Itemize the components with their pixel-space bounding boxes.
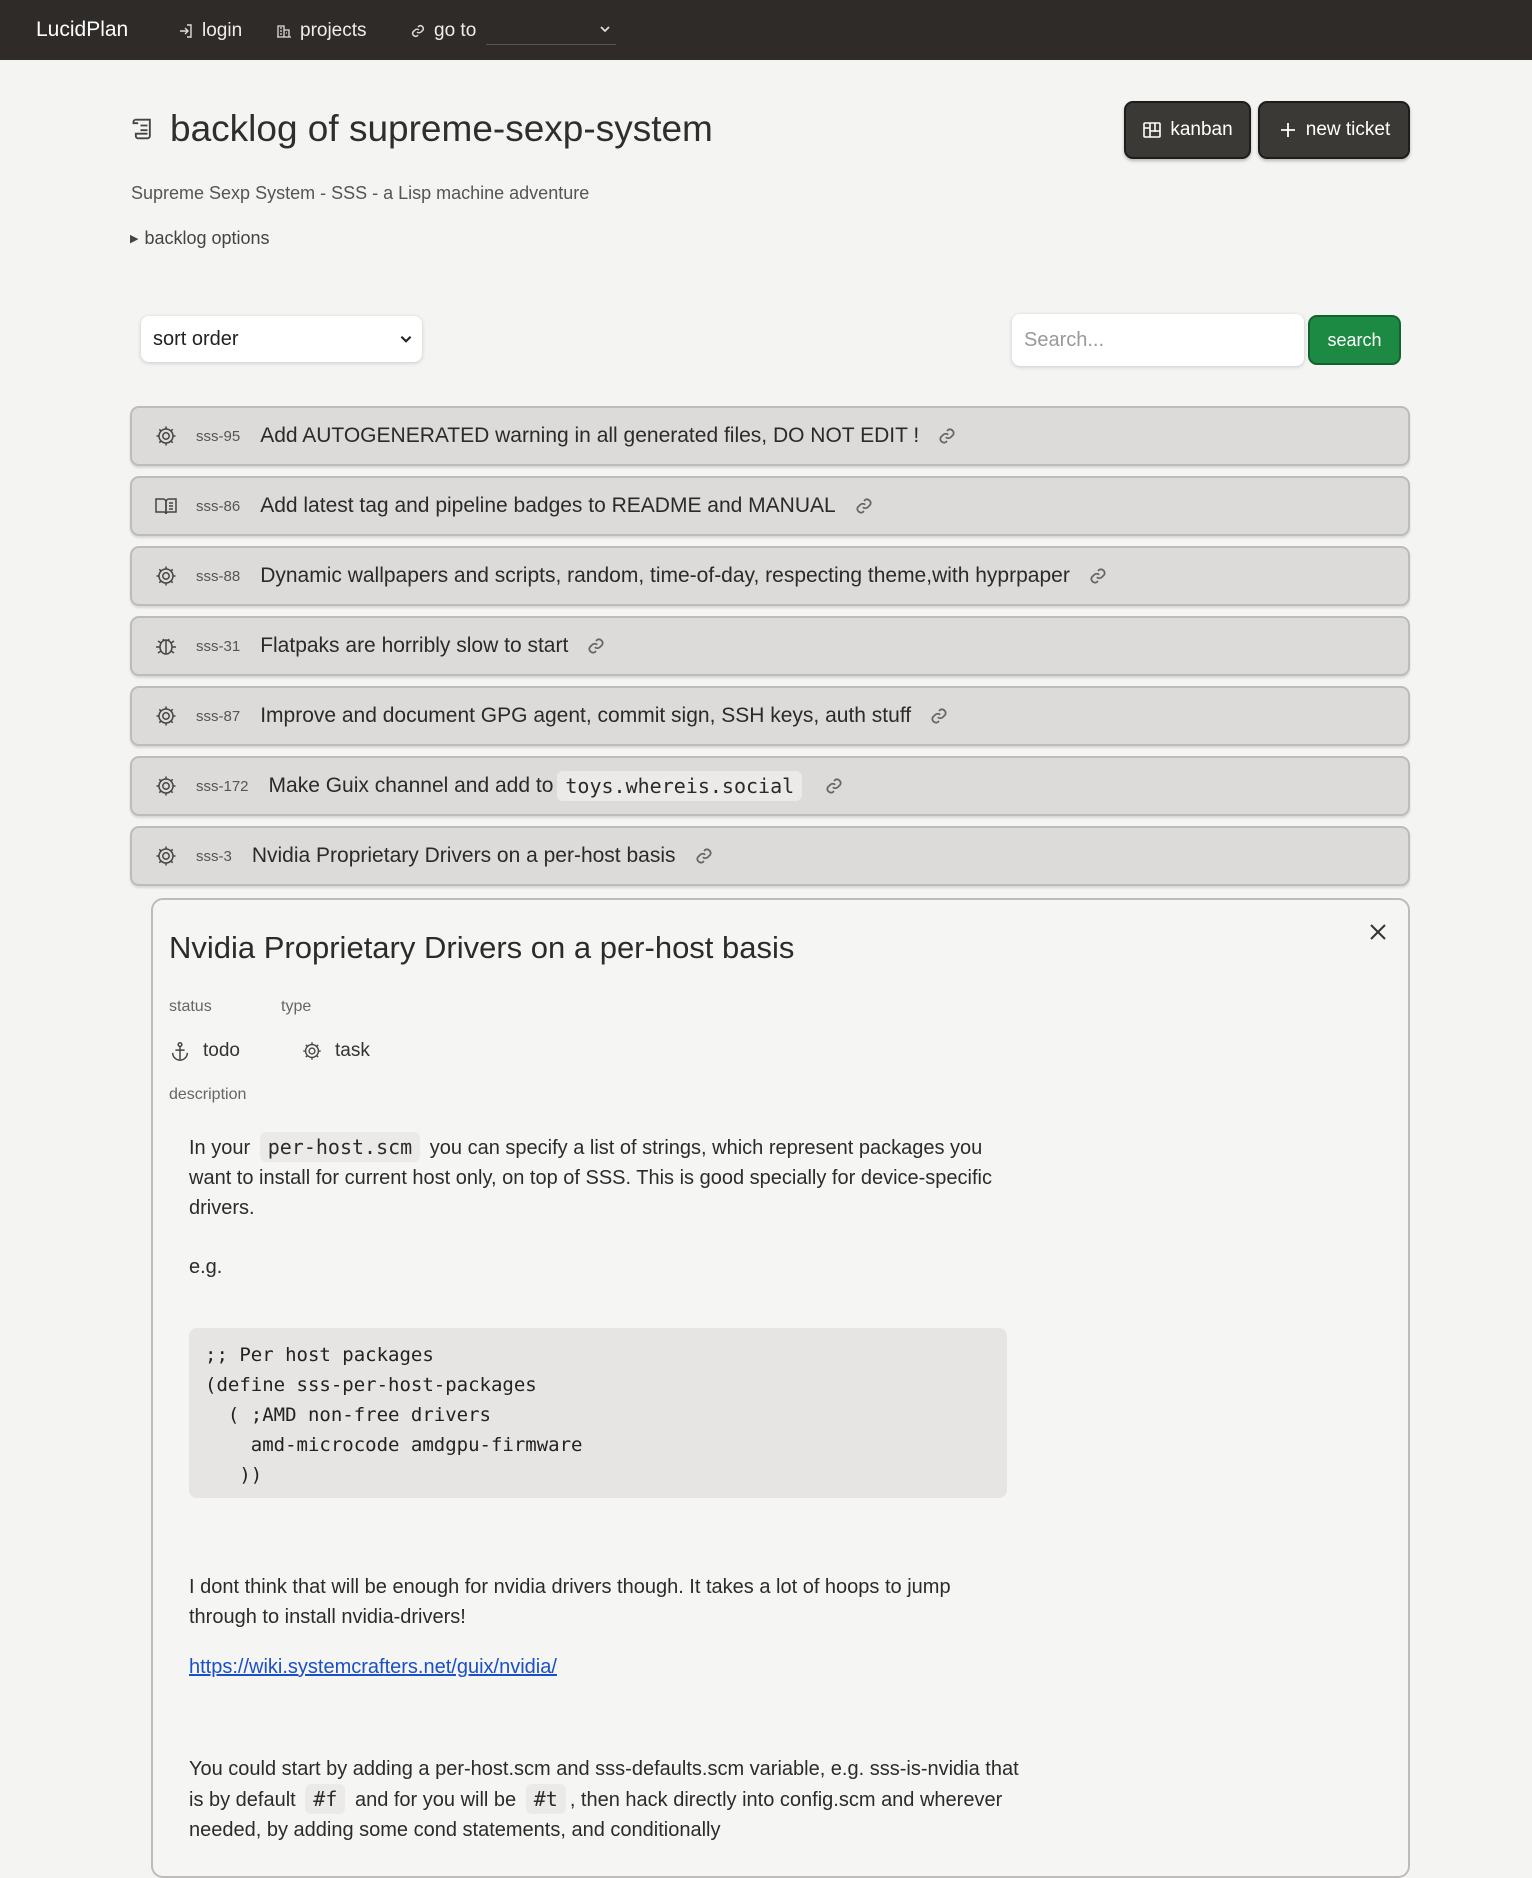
ticket-key: sss-95 xyxy=(196,427,241,445)
scroll-icon xyxy=(130,115,158,143)
description-paragraph: I dont think that will be enough for nvidia drivers though. It takes a lot of hoops to jump through to install nvidia-drivers! xyxy=(189,1576,951,1628)
ticket-title[interactable]: Add AUTOGENERATED warning in all generated files, DO NOT EDIT ! xyxy=(260,424,920,447)
link-icon[interactable] xyxy=(854,496,874,516)
status-text: todo xyxy=(203,1040,240,1061)
ticket-title[interactable]: Flatpaks are horribly slow to start xyxy=(260,634,569,657)
ticket-row[interactable] xyxy=(130,546,1410,606)
ticket-key: sss-31 xyxy=(196,637,241,655)
inline-code: per-host.scm xyxy=(260,1132,421,1162)
ticket-row[interactable] xyxy=(130,616,1410,676)
sort-order-select[interactable] xyxy=(141,316,422,362)
new-ticket-button[interactable] xyxy=(1258,101,1410,159)
kanban-label: kanban xyxy=(1170,119,1233,140)
description-paragraph xyxy=(189,1652,1019,1682)
inline-code: #f xyxy=(305,1784,345,1814)
status-label: status xyxy=(169,998,212,1015)
type-text: task xyxy=(335,1040,370,1061)
ticket-title[interactable]: Nvidia Proprietary Drivers on a per-host basis xyxy=(251,844,676,867)
gear-icon xyxy=(154,704,178,728)
buildings-icon xyxy=(276,23,292,39)
plus-icon xyxy=(1278,120,1298,140)
nav-login[interactable] xyxy=(178,20,242,42)
chevron-down-icon xyxy=(598,22,612,36)
kanban-icon xyxy=(1142,120,1162,140)
inline-code: #t xyxy=(526,1784,566,1814)
gear-icon xyxy=(154,424,178,448)
ticket-key: sss-87 xyxy=(196,707,241,725)
nav-projects[interactable] xyxy=(276,20,367,42)
ticket-title[interactable]: Make Guix channel and add to xyxy=(268,774,554,797)
goto-select[interactable] xyxy=(486,16,616,45)
ticket-row[interactable] xyxy=(130,476,1410,536)
ticket-key: sss-86 xyxy=(196,497,241,515)
top-navbar xyxy=(0,0,1532,60)
brand-logo[interactable]: LucidPlan xyxy=(36,18,129,41)
kanban-button[interactable] xyxy=(1124,101,1251,159)
ticket-title-code: toys.whereis.social xyxy=(557,771,802,801)
anchor-icon xyxy=(169,1040,191,1062)
page-title xyxy=(130,108,713,150)
backlog-options-label: backlog options xyxy=(144,228,270,248)
description-label: description xyxy=(169,1086,247,1103)
ticket-row[interactable] xyxy=(130,406,1410,466)
search-input[interactable] xyxy=(1012,314,1304,366)
project-subtitle: Supreme Sexp System - SSS - a Lisp machine adventure xyxy=(131,183,590,203)
backlog-options-toggle[interactable] xyxy=(130,228,270,249)
desc-text: and for you will be xyxy=(354,1789,517,1811)
ticket-key: sss-172 xyxy=(196,777,249,795)
status-value[interactable] xyxy=(169,1040,240,1062)
book-icon xyxy=(154,494,178,518)
ticket-key: sss-3 xyxy=(196,847,232,865)
caret-right-icon: ▶ xyxy=(130,233,139,245)
ticket-title[interactable]: Dynamic wallpapers and scripts, random, time-of-day, respecting theme,with hyprpaper xyxy=(260,564,1070,587)
link-icon[interactable] xyxy=(824,776,844,796)
detail-title: Nvidia Proprietary Drivers on a per-host basis xyxy=(169,930,795,965)
ticket-detail-panel xyxy=(151,898,1410,1878)
desc-text: , then hack directly into config.scm and wherever needed, by adding some cond statements, and conditionally xyxy=(189,1789,1003,1841)
link-icon xyxy=(410,23,426,39)
ticket-row[interactable] xyxy=(130,756,1410,816)
login-icon xyxy=(178,23,194,39)
link-icon[interactable] xyxy=(694,846,714,866)
desc-text: In your xyxy=(189,1137,251,1159)
ticket-key: sss-88 xyxy=(196,567,241,585)
search-button[interactable]: search xyxy=(1308,315,1401,365)
link-icon[interactable] xyxy=(586,636,606,656)
desc-text: You could start by adding a per-host.scm and sss-defaults.scm variable, e.g. sss-is-nvidia that is by default xyxy=(189,1758,1019,1811)
chevron-down-icon xyxy=(398,331,414,347)
link-icon[interactable] xyxy=(929,706,949,726)
gear-icon xyxy=(154,774,178,798)
gear-icon xyxy=(154,844,178,868)
new-ticket-label: new ticket xyxy=(1305,119,1391,140)
type-label: type xyxy=(281,998,312,1015)
code-block: ;; Per host packages (define sss-per-host-packages ( ;AMD non-free drivers amd-microcode amdgpu-firmware )) xyxy=(189,1328,1007,1498)
gear-icon xyxy=(154,564,178,588)
description-paragraph: e.g. xyxy=(189,1256,223,1278)
type-value[interactable] xyxy=(301,1040,370,1062)
nav-goto-label: go to xyxy=(434,20,477,41)
description-paragraph xyxy=(189,1754,1019,1845)
wiki-link[interactable]: https://wiki.systemcrafters.net/guix/nvidia/ xyxy=(189,1656,557,1678)
nav-projects-label: projects xyxy=(300,20,367,41)
link-icon[interactable] xyxy=(937,426,957,446)
page-title-text: backlog of supreme-sexp-system xyxy=(170,108,713,149)
link-icon[interactable] xyxy=(1088,566,1108,586)
bug-icon xyxy=(154,634,178,658)
ticket-title[interactable]: Add latest tag and pipeline badges to README and MANUAL xyxy=(260,494,836,517)
sort-order-value: sort order xyxy=(153,328,239,350)
description-paragraph xyxy=(189,1132,1019,1223)
nav-login-label: login xyxy=(202,20,243,41)
desc-text: you can specify a list of strings, which represent packages you want to install for current host only, on top of SSS. This is good specially for device-specific drivers. xyxy=(189,1137,992,1219)
nav-goto[interactable] xyxy=(410,20,476,42)
ticket-row[interactable] xyxy=(130,826,1410,886)
ticket-title[interactable]: Improve and document GPG agent, commit sign, SSH keys, auth stuff xyxy=(260,704,912,727)
ticket-row[interactable] xyxy=(130,686,1410,746)
gear-icon xyxy=(301,1040,323,1062)
close-icon[interactable] xyxy=(1366,920,1390,944)
